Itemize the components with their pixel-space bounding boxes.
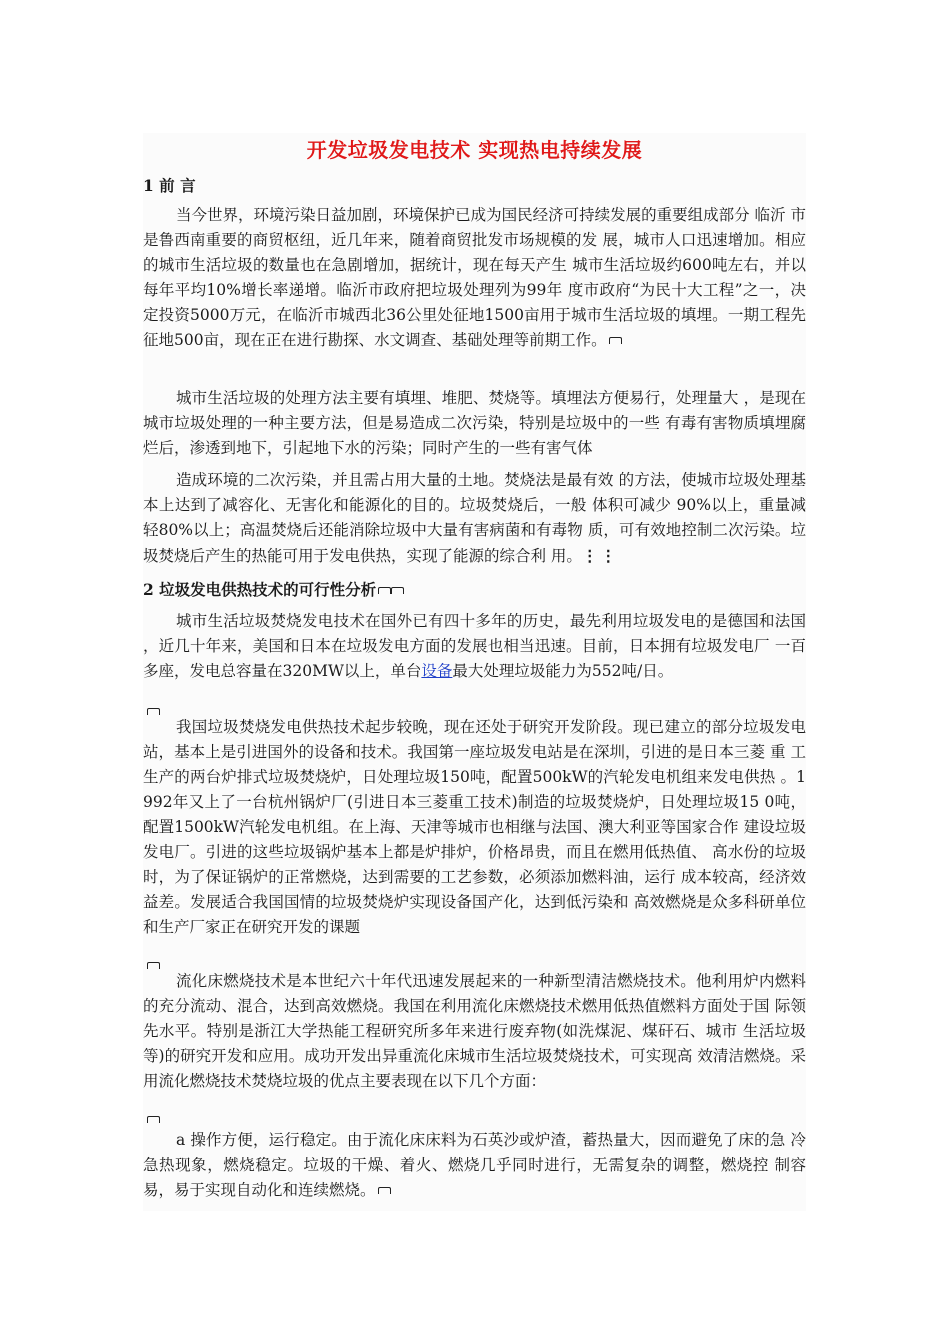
paragraph-text: a 操作方便，运行稳定。由于流化床床料为石英沙或炉渣，蓄热量大，因而避免了床的急 冷急热现象，燃烧稳定。垃圾的干燥、着火、燃烧几乎同时进行，无需复杂的调整，燃烧控 制容易，易于实现自动化和连续燃烧。 [143,1131,806,1199]
paragraph-feasibility-1 [143,609,806,684]
paragraph-intro-2: 城市生活垃圾的处理方法主要有填埋、堆肥、焚烧等。填埋法方便易行，处理量大 ，是现在城市垃圾处理的一种主要方法，但是易造成二次污染，特别是垃圾中的一些 有毒有害物质填埋腐烂后，渗透到地下，引起地下水的污染；同时产生的一些有害气体 [143,389,806,457]
paragraph-fluidized-bed: 流化床燃烧技术是本世纪六十年代迅速发展起来的一种新型清洁燃烧技术。他利用炉内燃料 的充分流动、混合，达到高效燃烧。我国在利用流化床燃烧技术燃用低热值燃料方面处于国 际领先水平。特别是浙江大学热能工程研究所多年来进行废弃物(如洗煤泥、煤矸石、城市 生活垃圾等)的研究开发和应用。成功开发出异重流化床城市生活垃圾焚烧技术，可实现高 效清洁燃烧。采用流化燃烧技术焚烧垃圾的优点主要表现在以下几个方面： [143,972,806,1090]
paragraph-mark-icon [609,337,622,344]
document-page [143,133,806,1211]
document-title: 开发垃圾发电技术 实现热电持续发展 [306,138,643,162]
section-heading-1: 1 前 言 [143,176,196,195]
paragraph-intro-1 [143,203,806,353]
paragraph-mark-icon [147,1109,160,1128]
paragraph-mark-icon [378,587,391,594]
paragraph-text: 城市生活垃圾焚烧发电技术在国外已有四十多年的历史，最先利用垃圾发电的是德国和法国 ，近几十年来，美国和日本在垃圾发电方面的发展也相当迅速。目前，日本拥有垃圾发电厂 一百多座，发电总容量在320MW以上，单台 [143,612,806,680]
paragraph-intro-3 [143,468,806,569]
paragraph-text: 造成环境的二次污染，并且需占用大量的土地。焚烧法是最有效 的方法，使城市垃圾处理基本上达到了减容化、无害化和能源化的目的。垃圾焚烧后，一般 体积可减少 90%以上，重量减轻80%以上；高温焚烧后还能消除垃圾中大量有害病菌和有毒物 质，可有效地控制二次污染。垃圾焚烧后产生的热能可用于发电供热，实现了能源的综合利 用。 [143,471,806,565]
equipment-link[interactable]: 设备 [421,662,453,680]
paragraph-mark-icon [378,1187,391,1194]
paragraph-text: 当今世界，环境污染日益加剧，环境保护已成为国民经济可持续发展的重要组成部分 临沂 市是鲁西南重要的商贸枢纽，近几年来，随着商贸批发市场规模的发 展，城市人口迅速增加。相应的城市生活垃圾的数量也在急剧增加，据统计，现在每天产生 城市生活垃圾约600吨左右，并以每年平均10%增长率递增。临沂市政府把垃圾处理列为99年 度市政府“为民十大工程”之一，决定投资5000万元，在临沂市城西北36公里处征地1500亩用于城市生活垃圾的填埋。一期工程先征地500亩，现在正在进行勘探、水文调查、基础处理等前期工作。 [143,206,806,349]
paragraph-advantage-a [143,1128,806,1203]
section-heading-2 [143,579,404,601]
paragraph-text: 最大处理垃圾能力为552吨/日。 [452,662,674,680]
section-heading-text: 2 垃圾发电供热技术的可行性分析 [143,580,377,599]
paragraph-mark-icon [391,587,404,594]
paragraph-dots: ⋮⋮ [581,546,619,565]
paragraph-feasibility-2: 我国垃圾焚烧发电供热技术起步较晚，现在还处于研究开发阶段。现已建立的部分垃圾发电 站，基本上是引进国外的设备和技术。我国第一座垃圾发电站是在深圳，引进的是日本三菱 重 工生产的两台炉排式垃圾焚烧炉，日处理垃圾150吨，配置500kW的汽轮发电机组来发电供热 。1992年又上了一台杭州锅炉厂(引进日本三菱重工技术)制造的垃圾焚烧炉，日处理垃圾15 0吨，配置1500kW汽轮发电机组。在上海、天津等城市也相继与法国、澳大利亚等国家合作 建设垃圾发电厂。引进的这些垃圾锅炉基本上都是炉排炉，价格昂贵，而且在燃用低热值、 高水份的垃圾时，为了保证锅炉的正常燃烧，达到需要的工艺参数，必须添加燃料油，运行 成本较高，经济效益差。发展适合我国国情的垃圾焚烧炉实现设备国产化，达到低污染和 高效燃烧是众多科研单位和生产厂家正在研究开发的课题 [143,718,806,936]
